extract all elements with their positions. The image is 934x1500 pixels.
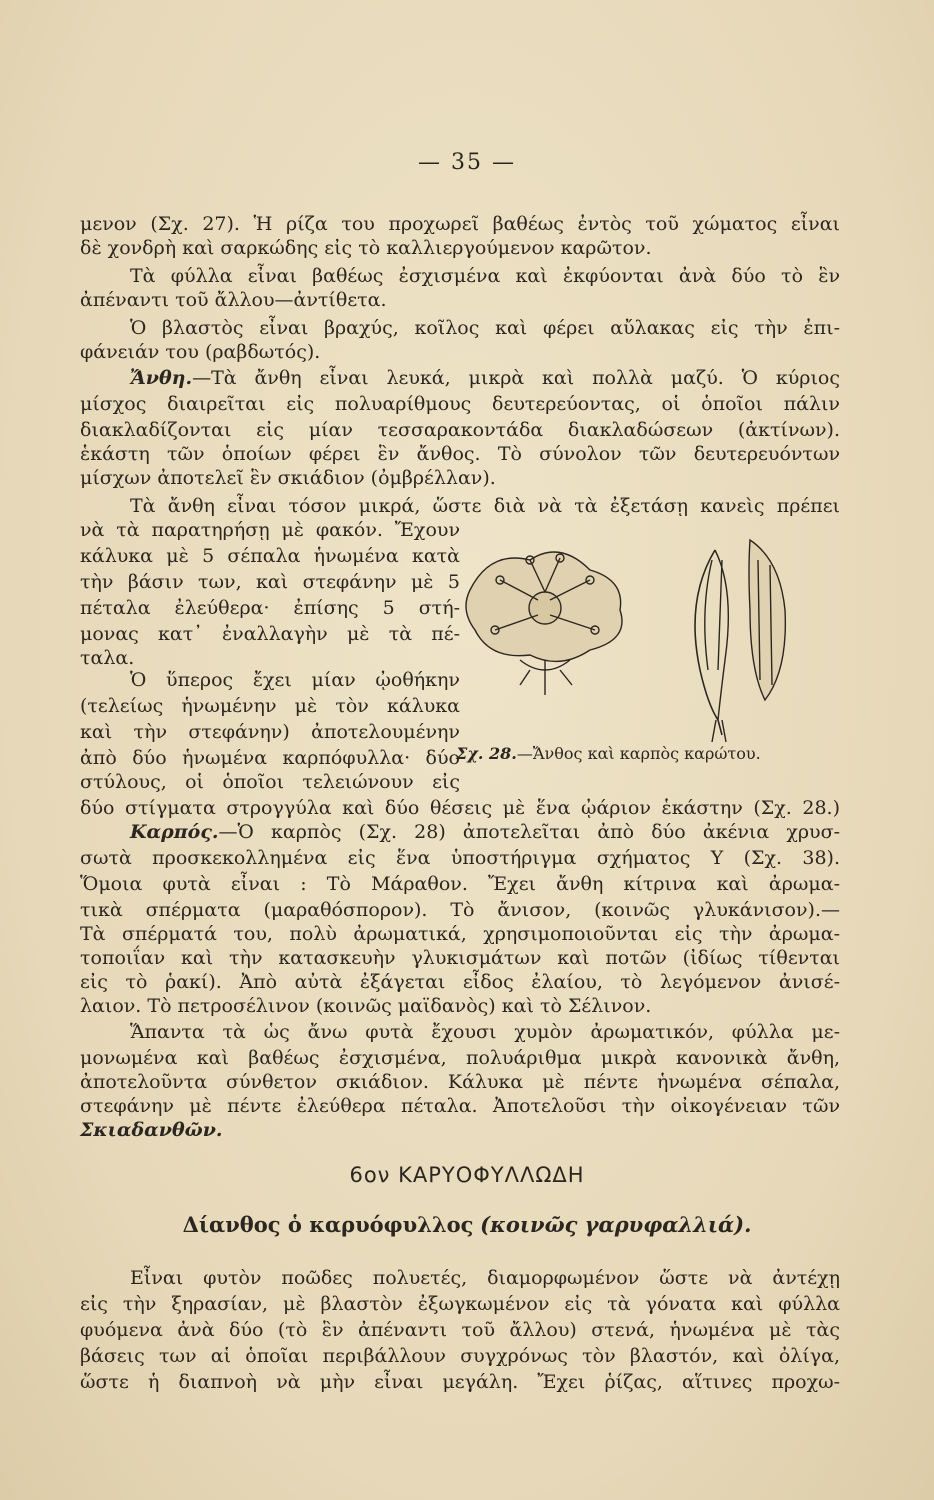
text-line: Ὁ βλαστὸς εἶναι βραχύς, κοῖλος καὶ φέρει αὔλακας εἰς τὴν ἐπι- (130, 317, 840, 339)
text-line: —Τὰ ἄνθη εἶναι λευκά, μικρὰ καὶ πολλὰ μαζύ. Ὁ κύριος (192, 367, 840, 389)
subheading-name: Δίανθος ὁ καρυόφυλλος (182, 1212, 474, 1237)
text-line: φάνειάν του (ραβδωτός). (80, 341, 321, 363)
text-line: —Ὁ καρπὸς (Σχ. 28) ἀποτελεῖται ἀπὸ δύο ἀκένια χρυσ- (218, 821, 840, 843)
text-line: μίσχος διαιρεῖται εἰς πολυαρίθμους δευτερεύοντας, οἱ ὁποῖοι πάλιν (80, 393, 840, 415)
text-line: διακλαδίζονται εἰς μίαν τεσσαρακοντάδα διακλαδώσεων (ἀκτίνων). (80, 419, 840, 441)
text-line: Τὰ φύλλα εἶναι βαθέως ἐσχισμένα καὶ ἐκφύονται ἀνὰ δύο τὸ ἓν (130, 265, 840, 287)
text-line: τικὰ σπέρματα (μαραθόσπορον). Τὸ ἄνισον, (κοινῶς γλυκάνισον).— (80, 899, 840, 921)
text-line: καὶ τὴν στεφάνην) ἀποτελουμένην (80, 721, 460, 743)
text-line: νὰ τὰ παρατηρήσῃ μὲ φακόν. Ἔχουν (80, 519, 460, 541)
flowers-line (130, 366, 840, 390)
text-line: Ἅπαντα τὰ ὡς ἄνω φυτὰ ἔχουσι χυμὸν ἀρωματικόν, φύλλα με- (130, 1021, 840, 1043)
text-line: Τὰ σπέρματά του, πολὺ ἀρωματικά, χρησιμοποιοῦνται εἰς τὴν ἀρωμα- (80, 923, 840, 945)
text-line: μονωμένα καὶ βαθέως ἐσχισμένα, πολυάριθμα μικρὰ κανονικὰ ἄνθη, (80, 1047, 840, 1069)
fruit-line (130, 820, 840, 844)
figure-caption (456, 744, 761, 763)
text-line: κάλυκα μὲ 5 σέπαλα ἡνωμένα κατὰ (80, 545, 460, 567)
section-heading: 6ον ΚΑΡΥΟΦΥΛΛΩΔΗ (349, 1163, 585, 1187)
text-line: σωτὰ προσκεκολλημένα εἰς ἕνα ὑποστήριγμα σχήματος Υ (Σχ. 38). (80, 847, 840, 869)
text-line: δὲ χονδρὴ καὶ σαρκώδης εἰς τὸ καλλιεργούμενον καρῶτον. (80, 237, 652, 259)
text-line: Ὁ ὕπερος ἔχει μίαν ᾠοθήκην (130, 669, 460, 691)
text-line: τοποιΐαν καὶ τὴν κατασκευὴν γλυκισμάτων καὶ ποτῶν (ἰδίως τίθενται (80, 947, 840, 969)
text-line: ἑκάστη τῶν ὁποίων φέρει ἓν ἄνθος. Τὸ σύνολον τῶν δευτερευόντων (80, 443, 840, 465)
text-line: Σκιαδανθῶν. (80, 1119, 223, 1141)
flowers-term: Ἄνθη. (130, 367, 193, 389)
text-line: ἀπὸ δύο ἡνωμένα καρπόφυλλα· δύο (80, 747, 460, 769)
text-line: στύλους, οἱ ὁποῖοι τελειώνουν εἰς (80, 771, 460, 793)
text-line: εἰς τὸ ῥακί). Ἀπὸ αὐτὰ ἐξάγεται εἶδος ἐλαίου, τὸ λεγόμενον ἀνισέ- (80, 971, 840, 993)
text-line: εἰς τὴν ξηρασίαν, μὲ βλαστὸν ἐξωγκωμένον εἰς τὰ γόνατα καὶ φύλλα (80, 1293, 840, 1315)
text-line: φυόμενα ἀνὰ δύο (τὸ ἓν ἀπέναντι τοῦ ἄλλου) στενά, ἡνωμένα μὲ τὰς (80, 1319, 840, 1341)
subheading (0, 1212, 934, 1237)
text-line: ἀποτελοῦντα σύνθετον σκιάδιον. Κάλυκα μὲ πέντε ἡνωμένα σέπαλα, (80, 1071, 840, 1093)
page-number: — 35 — (418, 150, 516, 175)
text-line: στεφάνην μὲ πέντε ἐλεύθερα πέταλα. Ἀποτελοῦσι τὴν οἰκογένειαν τῶν (80, 1095, 840, 1117)
text-line: λαιον. Τὸ πετροσέλινον (κοινῶς μαϊδανὸς) καὶ τὸ Σέλινον. (80, 995, 652, 1017)
subheading-common: (κοινῶς γαρυφαλλιά). (480, 1212, 752, 1237)
text-line: Τὰ ἄνθη εἶναι τόσον μικρά, ὥστε διὰ νὰ τὰ ἐξετάσῃ κανεὶς πρέπει (130, 495, 840, 517)
text-line: (τελείως ἡνωμένην μὲ τὸν κάλυκα (80, 695, 460, 717)
text-line: Εἶναι φυτὸν ποῶδες πολυετές, διαμορφωμένον ὥστε νὰ ἀντέχῃ (130, 1267, 840, 1289)
carrot-flower-fruit-illustration (450, 520, 840, 750)
text-line: τὴν βάσιν των, καὶ στεφάνην μὲ 5 (80, 571, 460, 593)
text-line: ὥστε ἡ διαπνοὴ νὰ μὴν εἶναι μεγάλη. Ἔχει ῥίζας, αἵτινες προχω- (80, 1371, 840, 1393)
text-line: ἀπέναντι τοῦ ἄλλου—ἀντίθετα. (80, 289, 387, 311)
caption-text: —Ἄνθος καὶ καρπὸς καρώτου. (516, 744, 761, 763)
text-line: μενον (Σχ. 27). Ἡ ρίζα του προχωρεῖ βαθέως ἐντὸς τοῦ χώματος εἶναι (80, 213, 840, 235)
caption-label: Σχ. 28. (456, 744, 517, 763)
text-line: Ὅμοια φυτὰ εἶναι : Τὸ Μάραθον. Ἔχει ἄνθη κίτρινα καὶ ἀρωμα- (80, 873, 840, 895)
text-line: δύο στίγματα στρογγύλα καὶ δύο θέσεις μὲ ἕνα ᾠάριον ἑκάστην (Σχ. 28.) (80, 797, 840, 819)
text-line: μίσχων ἀποτελεῖ ἓν σκιάδιον (ὀμβρέλλαν). (80, 467, 496, 489)
text-line: μονας κατ᾿ ἐναλλαγὴν μὲ τὰ πέ- (80, 623, 460, 645)
fruit-term: Καρπός. (130, 821, 219, 843)
text-line: πέταλα ἐλεύθερα· ἐπίσης 5 στή- (80, 597, 460, 619)
text-line: ταλα. (80, 647, 135, 669)
text-line: βάσεις των αἱ ὁποῖαι περιβάλλουν συγχρόνως τὸν βλαστόν, καὶ ὀλίγα, (80, 1345, 840, 1367)
